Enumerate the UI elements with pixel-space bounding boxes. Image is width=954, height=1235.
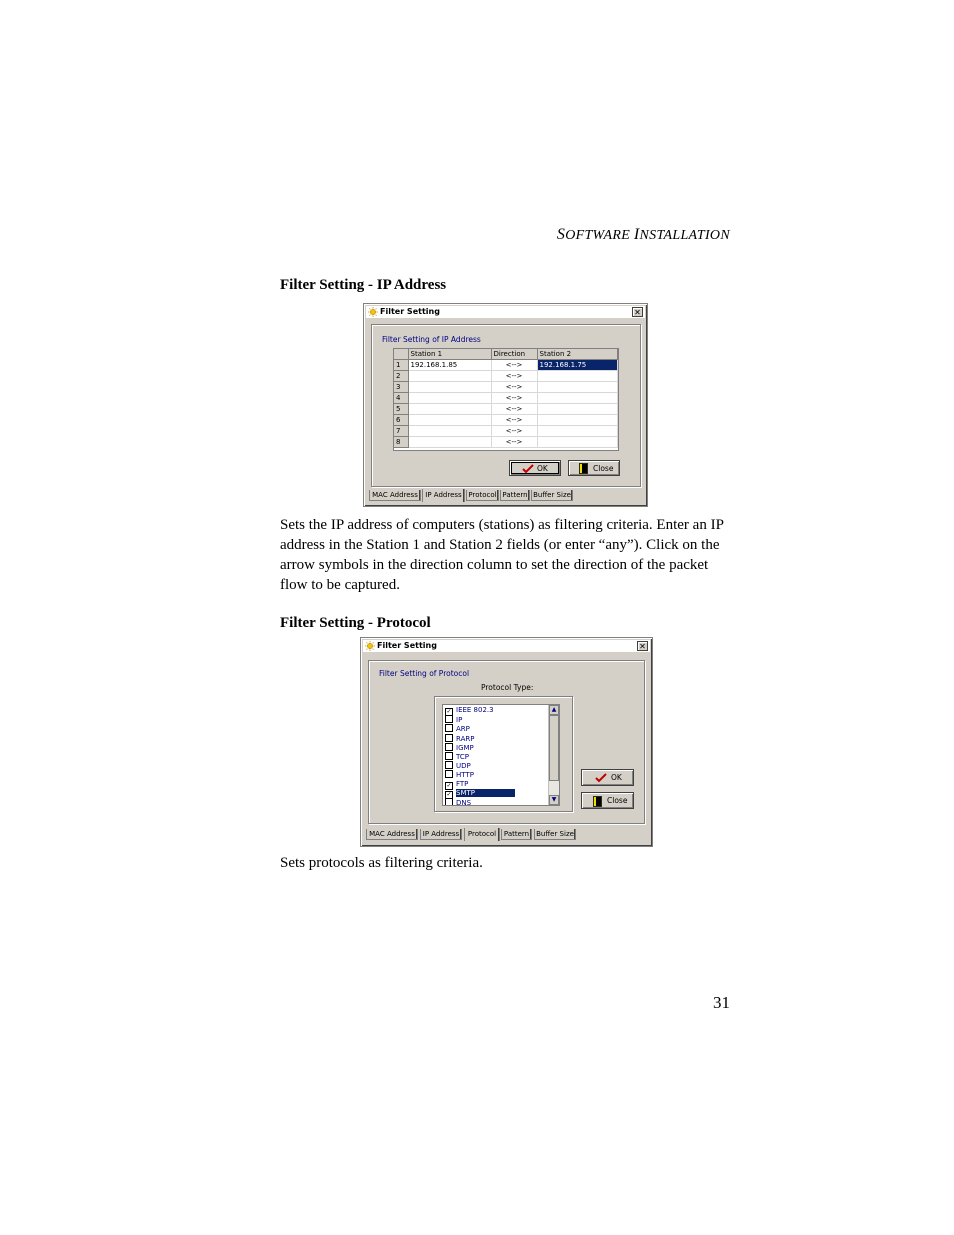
scroll-thumb[interactable] [549, 715, 559, 781]
station2-cell[interactable]: 192.168.1.75 [537, 360, 618, 371]
ip-address-grid[interactable] [393, 348, 619, 451]
close-button-label: Close [593, 464, 614, 473]
column-header-direction: Direction [491, 349, 537, 360]
ok-button-label: OK [537, 464, 548, 473]
list-item[interactable] [445, 724, 470, 733]
filter-setting-dialog-ip [363, 303, 648, 507]
tab-strip [366, 829, 649, 841]
protocol-name: DNS [456, 799, 472, 806]
scroll-up-icon[interactable]: ▲ [549, 705, 559, 715]
protocol-name: UDP [456, 762, 471, 771]
checkbox-unchecked-icon[interactable] [445, 715, 453, 723]
row-number: 8 [394, 437, 408, 448]
tab-protocol[interactable]: Protocol [464, 828, 500, 841]
sun-icon [368, 307, 378, 317]
dialog-title: Filter Setting [377, 641, 437, 650]
list-item[interactable] [445, 789, 515, 798]
title-bar [366, 306, 645, 318]
direction-cell[interactable]: <--> [491, 371, 537, 382]
table-row [394, 371, 618, 382]
tab-mac-address[interactable]: MAC Address [366, 829, 418, 840]
door-exit-icon [579, 463, 588, 474]
station2-cell[interactable] [537, 371, 618, 382]
row-number: 7 [394, 426, 408, 437]
list-item[interactable] [445, 743, 474, 752]
protocol-name: ARP [456, 725, 470, 734]
checkbox-unchecked-icon[interactable] [445, 743, 453, 751]
list-item[interactable] [445, 798, 471, 806]
door-exit-icon [593, 796, 602, 807]
protocol-name: TCP [456, 753, 469, 761]
scrollbar[interactable] [548, 705, 559, 805]
list-item[interactable] [445, 706, 494, 715]
close-button[interactable] [581, 792, 634, 809]
checkmark-icon [595, 773, 607, 783]
table-row [394, 437, 618, 448]
checkbox-unchecked-icon[interactable] [445, 798, 453, 806]
protocol-listbox[interactable] [442, 704, 560, 806]
protocol-description: Sets protocols as filtering criteria. [280, 855, 483, 871]
filter-setting-dialog-protocol [360, 637, 653, 847]
direction-cell[interactable]: <--> [491, 437, 537, 448]
section-heading-protocol: Filter Setting - Protocol [280, 615, 431, 631]
protocol-name: HTTP [456, 771, 474, 780]
station2-cell[interactable] [537, 404, 618, 415]
column-header-station2: Station 2 [537, 349, 618, 360]
checkbox-unchecked-icon[interactable] [445, 770, 453, 778]
row-number: 6 [394, 415, 408, 426]
tab-ip-address[interactable]: IP Address [420, 829, 462, 840]
direction-cell[interactable]: <--> [491, 426, 537, 437]
station1-cell[interactable] [408, 437, 491, 448]
tab-mac-address[interactable]: MAC Address [369, 490, 421, 501]
table-row [394, 393, 618, 404]
station1-cell[interactable] [408, 382, 491, 393]
station2-cell[interactable] [537, 393, 618, 404]
row-number: 5 [394, 404, 408, 415]
station2-cell[interactable] [537, 415, 618, 426]
list-item[interactable] [445, 752, 469, 761]
direction-cell[interactable]: <--> [491, 382, 537, 393]
station1-cell[interactable] [408, 415, 491, 426]
title-bar [363, 640, 650, 652]
ok-button-label: OK [611, 773, 622, 782]
tab-strip [369, 490, 644, 502]
column-header-station1: Station 1 [408, 349, 491, 360]
column-header-rownum [394, 349, 408, 360]
table-row [394, 415, 618, 426]
list-item[interactable] [445, 715, 462, 724]
station1-cell[interactable]: 192.168.1.85 [408, 360, 491, 371]
checkbox-checked-icon[interactable]: ✓ [446, 781, 452, 789]
tab-buffer-size[interactable]: Buffer Size [531, 490, 573, 501]
station1-cell[interactable] [408, 404, 491, 415]
row-number: 2 [394, 371, 408, 382]
checkbox-checked-icon[interactable]: ✓ [446, 708, 452, 715]
station2-cell[interactable] [537, 437, 618, 448]
table-row [394, 426, 618, 437]
direction-cell[interactable]: <--> [491, 404, 537, 415]
tab-buffer-size[interactable]: Buffer Size [534, 829, 576, 840]
tab-ip-address[interactable]: IP Address [422, 489, 465, 502]
checkbox-unchecked-icon[interactable] [445, 724, 453, 732]
station1-cell[interactable] [408, 426, 491, 437]
direction-cell[interactable]: <--> [491, 360, 537, 371]
protocol-type-label: Protocol Type: [481, 683, 534, 692]
tab-pattern[interactable]: Pattern [500, 490, 530, 501]
checkbox-unchecked-icon[interactable] [445, 734, 453, 742]
checkbox-checked-icon[interactable]: ✓ [446, 790, 452, 798]
protocol-name: FTP [456, 779, 469, 788]
direction-cell[interactable]: <--> [491, 393, 537, 404]
list-item[interactable] [445, 780, 468, 789]
station2-cell[interactable] [537, 426, 618, 437]
direction-cell[interactable]: <--> [491, 415, 537, 426]
dialog-title: Filter Setting [380, 307, 440, 316]
table-row [394, 404, 618, 415]
table-row [394, 382, 618, 393]
row-number: 1 [394, 360, 408, 371]
close-button[interactable] [568, 460, 620, 476]
ok-button[interactable] [581, 769, 634, 786]
protocol-name: RARP [456, 734, 475, 743]
tab-pattern[interactable]: Pattern [501, 829, 532, 840]
checkbox-unchecked-icon[interactable] [445, 761, 453, 769]
ok-button[interactable] [509, 460, 561, 476]
grid-header-row [394, 349, 618, 360]
checkmark-icon [522, 464, 534, 474]
page-number: 31 [713, 993, 730, 1012]
protocol-name: IEEE 802.3 [456, 706, 494, 714]
checkbox-unchecked-icon[interactable] [445, 752, 453, 760]
protocol-name: IP [456, 716, 463, 725]
scroll-down-icon[interactable]: ▼ [549, 795, 559, 805]
tab-protocol[interactable]: Protocol [466, 490, 499, 501]
group-label: Filter Setting of Protocol [379, 669, 470, 678]
close-icon[interactable]: ✕ [637, 641, 648, 651]
station2-cell[interactable] [537, 382, 618, 393]
row-number: 3 [394, 382, 408, 393]
running-head: SOFTWARE INSTALLATION [556, 226, 730, 243]
row-number: 4 [394, 393, 408, 404]
close-button-label: Close [607, 796, 628, 805]
station1-cell[interactable] [408, 371, 491, 382]
group-label: Filter Setting of IP Address [382, 335, 481, 344]
protocol-name: SMTP [456, 789, 515, 797]
ip-address-description: Sets the IP address of computers (stations) as filtering criteria. Enter an IP address in the Station 1 and Station 2 fields (or enter “any”). Click on the arrow symbols in the direction column to set the direction of the packet flow to be captured. [280, 517, 724, 593]
table-row [394, 360, 618, 371]
section-heading-ip-address: Filter Setting - IP Address [280, 277, 447, 293]
list-item[interactable] [445, 761, 471, 770]
close-icon[interactable]: ✕ [632, 307, 643, 317]
list-item[interactable] [445, 734, 474, 743]
station1-cell[interactable] [408, 393, 491, 404]
list-item[interactable] [445, 770, 474, 779]
protocol-name: IGMP [456, 743, 474, 752]
sun-icon [365, 641, 375, 651]
